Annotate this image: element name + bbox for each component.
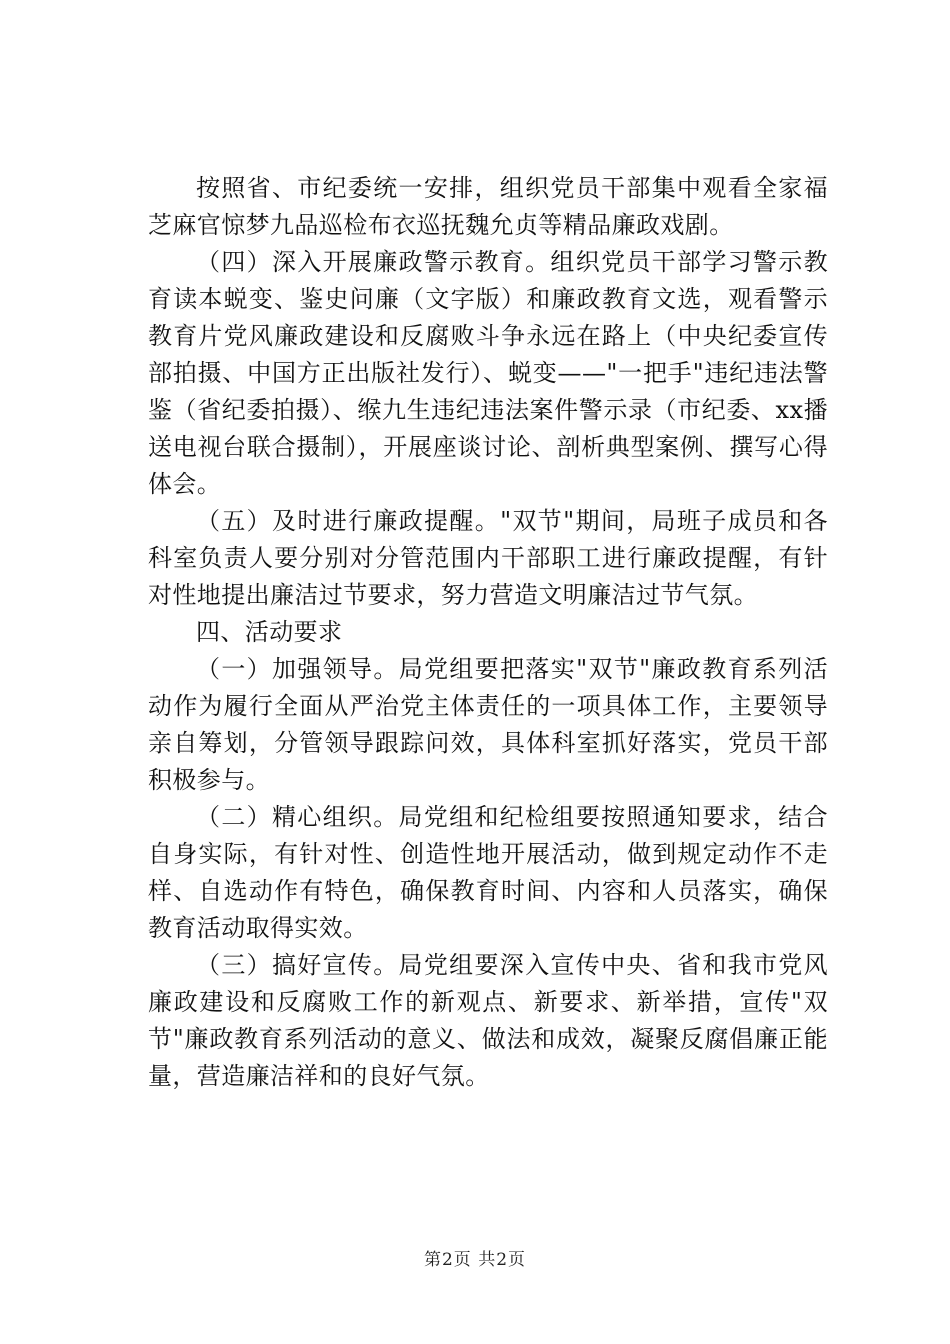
document-body <box>148 170 828 1095</box>
page-number-footer: 第2页 共2页 <box>423 1250 527 1270</box>
paragraph-publicity: （三）搞好宣传。局党组要深入宣传中央、省和我市党风廉政建设和反腐败工作的新观点、新要求、新举措，宣传"双节"廉政教育系列活动的意义、做法和成效，凝聚反腐倡廉正能量，营造廉洁祥和的良好气氛。 <box>148 951 828 1090</box>
section-heading-activity-requirements: 四、活动要求 <box>196 618 343 646</box>
paragraph-opera-viewing: 按照省、市纪委统一安排，组织党员干部集中观看全家福芝麻官惊梦九品巡检布衣巡抚魏允贞等精品廉政戏剧。 <box>148 174 828 239</box>
paragraph-warning-education: （四）深入开展廉政警示教育。组织党员干部学习警示教育读本蜕变、鉴史问廉（文字版）和廉政教育文选，观看警示教育片党风廉政建设和反腐败斗争永远在路上（中央纪委宣传部拍摄、中国方正出版社发行）、蜕变——"一把手"违纪违法警鉴（省纪委拍摄）、缑九生违纪违法案件警示录（市纪委、xx播送电视台联合摄制），开展座谈讨论、剖析典型案例、撰写心得体会。 <box>148 248 828 498</box>
paragraph-careful-organization: （二）精心组织。局党组和纪检组要按照通知要求，结合自身实际，有针对性、创造性地开展活动，做到规定动作不走样、自选动作有特色，确保教育时间、内容和人员落实，确保教育活动取得实效。 <box>148 803 828 942</box>
paragraph-integrity-reminder: （五）及时进行廉政提醒。"双节"期间，局班子成员和各科室负责人要分别对分管范围内干部职工进行廉政提醒，有针对性地提出廉洁过节要求，努力营造文明廉洁过节气氛。 <box>148 507 828 609</box>
paragraph-strengthen-leadership: （一）加强领导。局党组要把落实"双节"廉政教育系列活动作为履行全面从严治党主体责任的一项具体工作，主要领导亲自筹划，分管领导跟踪问效，具体科室抓好落实，党员干部积极参与。 <box>148 655 828 794</box>
